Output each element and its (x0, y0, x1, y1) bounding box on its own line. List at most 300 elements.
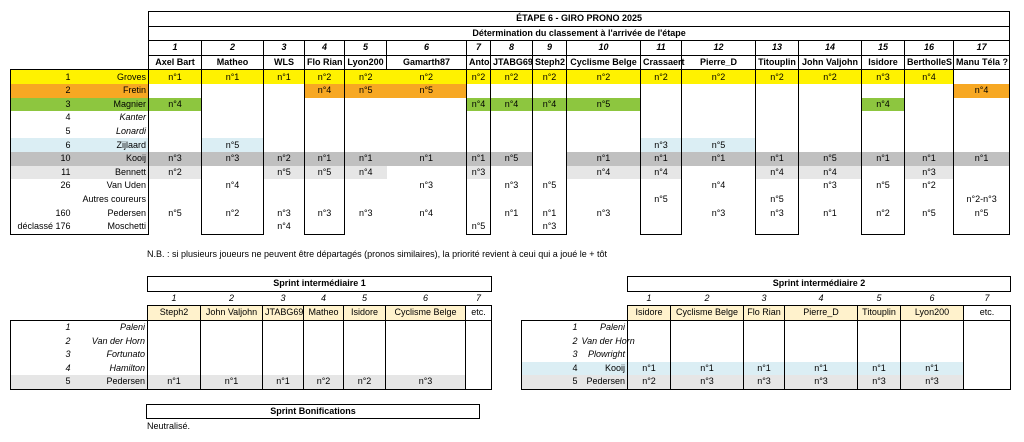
rank-cell: 5 (11, 125, 73, 139)
pick-cell (756, 125, 799, 139)
rider-name: Magnier (73, 98, 149, 112)
pick-cell (905, 138, 954, 152)
pick-cell: n°2 (264, 152, 305, 166)
pick-cell (491, 125, 533, 139)
pick-cell (954, 166, 1010, 180)
pick-cell (387, 166, 467, 180)
pick-cell (467, 179, 491, 193)
pick-cell (641, 111, 682, 125)
pick-cell: n°4 (305, 84, 345, 98)
pick-cell: n°2 (149, 166, 202, 180)
pick-cell (201, 362, 263, 376)
pick-cell (533, 138, 567, 152)
pick-cell: n°1 (533, 206, 567, 220)
rider-name: Lonardi (73, 125, 149, 139)
pick-cell: n°3 (305, 206, 345, 220)
table-row (11, 70, 1010, 84)
pick-cell: n°5 (641, 193, 682, 207)
pick-cell (954, 125, 1010, 139)
table-row (522, 348, 1011, 362)
pick-cell (641, 220, 682, 234)
tiebreak-note: N.B. : si plusieurs joueurs ne peuvent être départagés (pronos similaires), la priorité revient à ceui qui a joué le + tôt (147, 249, 607, 259)
pick-cell (386, 320, 466, 334)
pick-cell: n°1 (756, 152, 799, 166)
rider-name: Plowright (580, 348, 628, 362)
pick-cell (799, 138, 862, 152)
pick-cell (862, 138, 905, 152)
pick-cell: n°5 (387, 84, 467, 98)
pick-cell: n°5 (345, 84, 387, 98)
pick-cell: n°4 (491, 98, 533, 112)
rank-cell: 1 (522, 320, 580, 334)
player-name: etc. (964, 306, 1011, 321)
player-number: 7 (467, 41, 491, 56)
pick-cell (467, 138, 491, 152)
player-number: 1 (646, 292, 652, 303)
pick-cell (148, 348, 201, 362)
pick-cell (785, 320, 858, 334)
pick-cell (533, 111, 567, 125)
pick-cell (467, 125, 491, 139)
pick-cell (344, 334, 386, 348)
pick-cell: n°5 (305, 166, 345, 180)
pick-cell (799, 125, 862, 139)
pick-cell (905, 125, 954, 139)
rider-name: Zijlaard (73, 138, 149, 152)
player-name: Manu Téla ? (954, 55, 1010, 70)
pick-cell (202, 166, 264, 180)
player-number: 3 (264, 41, 305, 56)
player-name: Cyclisme Belge (671, 306, 744, 321)
pick-cell (149, 179, 202, 193)
pick-cell: n°5 (202, 138, 264, 152)
pick-cell (304, 362, 344, 376)
bonus-title: Sprint Bonifications (146, 404, 480, 419)
pick-cell: n°4 (954, 84, 1010, 98)
pick-cell: n°4 (202, 179, 264, 193)
pick-cell (466, 362, 492, 376)
sprint2-table (521, 276, 1011, 390)
table-row (11, 111, 1010, 125)
player-number: 4 (320, 292, 326, 303)
pick-cell (387, 111, 467, 125)
player-number: 17 (954, 41, 1010, 56)
pick-cell (682, 98, 756, 112)
player-name: BertholleS (905, 55, 954, 70)
pick-cell: n°5 (799, 152, 862, 166)
pick-cell: n°1 (149, 70, 202, 84)
pick-cell (567, 138, 641, 152)
pick-cell (671, 320, 744, 334)
rider-name: Pedersen (580, 375, 628, 389)
pick-cell (344, 320, 386, 334)
pick-cell (466, 334, 492, 348)
pick-cell: n°2 (862, 206, 905, 220)
pick-cell (954, 98, 1010, 112)
pick-cell (263, 362, 304, 376)
pick-cell: n°4 (345, 166, 387, 180)
pick-cell (264, 125, 305, 139)
pick-cell: n°1 (682, 152, 756, 166)
pick-cell (148, 320, 201, 334)
rider-name: Kooij (580, 362, 628, 376)
pick-cell (305, 179, 345, 193)
player-name: Flo Rian (305, 55, 345, 70)
pick-cell: n°3 (862, 70, 905, 84)
pick-cell: n°3 (641, 138, 682, 152)
pick-cell: n°1 (504, 207, 519, 218)
player-name: Matheo (304, 306, 344, 321)
pick-cell (201, 334, 263, 348)
pick-cell (345, 193, 387, 207)
rider-name: Bennett (73, 166, 149, 180)
pick-cell (756, 84, 799, 98)
table-row (11, 375, 492, 389)
rank-cell: 5 (11, 375, 73, 389)
rider-name: Autres coureurs (73, 193, 149, 207)
pick-cell (682, 84, 756, 98)
rider-name: Fretin (73, 84, 149, 98)
rank-cell: 4 (11, 111, 73, 125)
pick-cell (901, 320, 964, 334)
pick-cell (756, 220, 799, 234)
player-number: 5 (361, 292, 367, 303)
pick-cell (533, 166, 567, 180)
pick-cell (744, 348, 785, 362)
pick-cell (202, 111, 264, 125)
pick-cell (345, 179, 387, 193)
pick-cell: n°3 (858, 375, 901, 389)
pick-cell: n°1 (264, 70, 305, 84)
pick-cell (264, 98, 305, 112)
pick-cell (862, 84, 905, 98)
pick-cell (567, 125, 641, 139)
pick-cell (491, 166, 533, 180)
pick-cell: n°4 (862, 98, 905, 112)
pick-cell (858, 334, 901, 348)
pick-cell (756, 98, 799, 112)
pick-cell (466, 375, 492, 389)
player-name: Isidore (344, 306, 386, 321)
pick-cell: n°3 (149, 152, 202, 166)
pick-cell (641, 98, 682, 112)
player-number: 1 (149, 41, 202, 56)
pick-cell (756, 179, 799, 193)
pick-cell (785, 348, 858, 362)
pick-cell (799, 84, 862, 98)
rider-name: Paleni (73, 320, 148, 334)
pick-cell (858, 320, 901, 334)
sprint2-title: Sprint intermédiaire 2 (628, 277, 1011, 292)
table-row (522, 320, 1011, 334)
pick-cell: n°3 (596, 207, 611, 218)
rank-cell: 1 (11, 70, 73, 84)
pick-cell (263, 348, 304, 362)
table-row (11, 348, 492, 362)
pick-cell: n°5 (264, 166, 305, 180)
pick-cell: n°2 (491, 70, 533, 84)
pick-cell (305, 138, 345, 152)
pick-cell (386, 348, 466, 362)
pick-cell (467, 193, 491, 207)
pick-cell: n°1 (785, 362, 858, 376)
pick-cell (533, 152, 567, 166)
pick-cell (386, 334, 466, 348)
player-number: 1 (171, 292, 177, 303)
pick-cell (305, 98, 345, 112)
pick-cell (149, 125, 202, 139)
pick-cell (533, 125, 567, 139)
pick-cell (305, 220, 345, 234)
pick-cell: n°5 (467, 220, 491, 234)
pick-cell (149, 111, 202, 125)
pick-cell (491, 111, 533, 125)
pick-cell (202, 84, 264, 98)
pick-cell (905, 220, 954, 234)
pick-cell: n°2 (756, 70, 799, 84)
pick-cell: n°2 (682, 70, 756, 84)
pick-cell (862, 220, 905, 234)
pick-cell: n°5 (922, 207, 936, 218)
pick-cell (682, 193, 756, 207)
pick-cell: n°1 (467, 152, 491, 166)
pick-cell (744, 320, 785, 334)
player-number: 5 (345, 41, 387, 56)
table-row (11, 220, 1010, 234)
stage-table (10, 11, 1010, 235)
pick-cell (628, 320, 671, 334)
player-number: 6 (387, 41, 467, 56)
player-name: Isidore (862, 55, 905, 70)
pick-cell (671, 334, 744, 348)
pick-cell (491, 220, 533, 234)
pick-cell: n°1 (201, 375, 263, 389)
pick-cell: n°1 (671, 362, 744, 376)
player-name: Steph2 (533, 55, 567, 70)
pick-cell: n°1 (263, 375, 304, 389)
pick-cell (149, 220, 202, 234)
pick-cell (682, 220, 756, 234)
pick-cell: n°5 (756, 193, 799, 207)
pick-cell (466, 320, 492, 334)
rank-cell: 11 (11, 166, 73, 180)
rider-name: Van der Horn (580, 334, 628, 348)
pick-cell (641, 125, 682, 139)
pick-cell (148, 334, 201, 348)
pick-cell: n°1 (641, 152, 682, 166)
pick-cell (567, 179, 641, 193)
rank-cell: 26 (11, 179, 73, 193)
pick-cell (345, 111, 387, 125)
pick-cell: n°2 (533, 70, 567, 84)
table-row (522, 362, 1011, 376)
pick-cell (386, 362, 466, 376)
player-number: 4 (818, 292, 824, 303)
pick-cell: n°1 (387, 152, 467, 166)
pick-cell: n°2 (387, 70, 467, 84)
player-number: 6 (422, 292, 428, 303)
pick-cell (344, 348, 386, 362)
player-name: Cyclisme Belge (567, 55, 641, 70)
player-name: Steph2 (148, 306, 201, 321)
pick-cell (862, 193, 905, 207)
pick-cell (202, 220, 264, 234)
player-number: 9 (533, 41, 567, 56)
pick-cell (304, 320, 344, 334)
pick-cell (305, 125, 345, 139)
pick-cell: n°2 (305, 70, 345, 84)
table-row (11, 334, 492, 348)
pick-cell: n°5 (954, 206, 1010, 220)
pick-cell: n°3 (419, 180, 434, 191)
rider-name: Pedersen (73, 375, 148, 389)
rank-cell: 3 (11, 348, 73, 362)
pick-cell (756, 111, 799, 125)
pick-cell (149, 193, 202, 207)
pick-cell (466, 348, 492, 362)
pick-cell: n°4 (419, 207, 434, 218)
sprint1-table (10, 276, 492, 390)
pick-cell (201, 348, 263, 362)
player-number: 7 (476, 292, 482, 303)
player-name: Gamarth87 (387, 55, 467, 70)
pick-cell (149, 138, 202, 152)
player-number: 2 (202, 41, 264, 56)
player-name: Flo Rian (744, 306, 785, 321)
pick-cell (954, 179, 1010, 193)
pick-cell (533, 193, 567, 207)
pick-cell (641, 84, 682, 98)
pick-cell (641, 179, 682, 193)
pick-cell: n°2 (922, 180, 936, 191)
player-number: 10 (567, 41, 641, 56)
pick-cell (567, 111, 641, 125)
player-number: 12 (682, 41, 756, 56)
rank-cell: déclassé 176 (11, 220, 73, 234)
pick-cell (905, 84, 954, 98)
player-name: Cyclisme Belge (386, 306, 466, 321)
pick-cell (387, 193, 467, 207)
pick-cell: n°4 (799, 166, 862, 180)
rank-cell: 6 (11, 138, 73, 152)
player-name: John Valjohn (201, 306, 263, 321)
pick-cell (862, 166, 905, 180)
pick-cell (491, 193, 533, 207)
pick-cell: n°4 (756, 166, 799, 180)
pick-cell: n°3 (711, 207, 726, 218)
pick-cell: n°1 (858, 362, 901, 376)
pick-cell (964, 348, 1011, 362)
pick-cell: n°1 (202, 70, 264, 84)
rank-cell: 10 (11, 152, 73, 166)
pick-cell (964, 375, 1011, 389)
pick-cell: n°2 (628, 375, 671, 389)
player-name: Crassaert (641, 55, 682, 70)
player-name: WLS (264, 55, 305, 70)
pick-cell: n°3 (785, 375, 858, 389)
stage-title: ÉTAPE 6 - GIRO PRONO 2025 (149, 12, 1010, 27)
pick-cell: n°3 (358, 207, 373, 218)
rank-cell: 4 (522, 362, 580, 376)
rank-cell: 2 (11, 334, 73, 348)
pick-cell (682, 125, 756, 139)
pick-cell (467, 84, 491, 98)
player-number: 4 (305, 41, 345, 56)
pick-cell (387, 125, 467, 139)
player-name: John Valjohn (799, 55, 862, 70)
pick-cell (641, 206, 682, 220)
pick-cell (862, 125, 905, 139)
player-number: 3 (280, 292, 286, 303)
pick-cell (905, 98, 954, 112)
pick-cell (263, 334, 304, 348)
pick-cell (954, 111, 1010, 125)
player-name: Isidore (628, 306, 671, 321)
pick-cell (264, 179, 305, 193)
pick-cell (387, 220, 467, 234)
rank-cell: 1 (11, 320, 73, 334)
rank-cell: 3 (522, 348, 580, 362)
table-row (11, 152, 1010, 166)
table-row (11, 179, 1010, 193)
pick-cell: n°5 (168, 207, 182, 218)
pick-cell: n°5 (491, 152, 533, 166)
pick-cell: n°5 (567, 98, 641, 112)
pick-cell (964, 362, 1011, 376)
pick-cell (202, 193, 264, 207)
player-number: 7 (984, 292, 990, 303)
rank-cell: 5 (522, 375, 580, 389)
pick-cell (345, 138, 387, 152)
table-row (11, 84, 1010, 98)
table-row (11, 138, 1010, 152)
pick-cell: n°3 (901, 375, 964, 389)
pick-cell: n°3 (467, 166, 491, 180)
pick-cell: n°5 (862, 179, 905, 193)
pick-cell (345, 98, 387, 112)
rank-cell: 3 (11, 98, 73, 112)
pick-cell: n°1 (862, 152, 905, 166)
player-name: Lyon200 (901, 306, 964, 321)
pick-cell: n°3 (744, 375, 785, 389)
pick-cell (905, 193, 954, 207)
pick-cell: n°4 (533, 98, 567, 112)
pick-cell (387, 138, 467, 152)
table-row (522, 334, 1011, 348)
pick-cell: n°3 (823, 180, 837, 191)
pick-cell: n°4 (641, 166, 682, 180)
table-row (11, 206, 1010, 220)
player-name: Matheo (202, 55, 264, 70)
player-number: 5 (876, 292, 882, 303)
pick-cell (304, 348, 344, 362)
pick-cell (264, 138, 305, 152)
pick-cell (533, 84, 567, 98)
rider-name: Hamilton (73, 362, 148, 376)
pick-cell: n°1 (305, 152, 345, 166)
rider-name: Kooij (73, 152, 149, 166)
pick-cell (345, 125, 387, 139)
player-name: Pierre_D (785, 306, 858, 321)
pick-cell (785, 334, 858, 348)
rider-name: Fortunato (73, 348, 148, 362)
pick-cell: n°4 (149, 98, 202, 112)
player-number: 2 (704, 292, 710, 303)
pick-cell (149, 84, 202, 98)
player-name: Anto (467, 55, 491, 70)
pick-cell: n°2 (641, 70, 682, 84)
table-row (11, 193, 1010, 207)
